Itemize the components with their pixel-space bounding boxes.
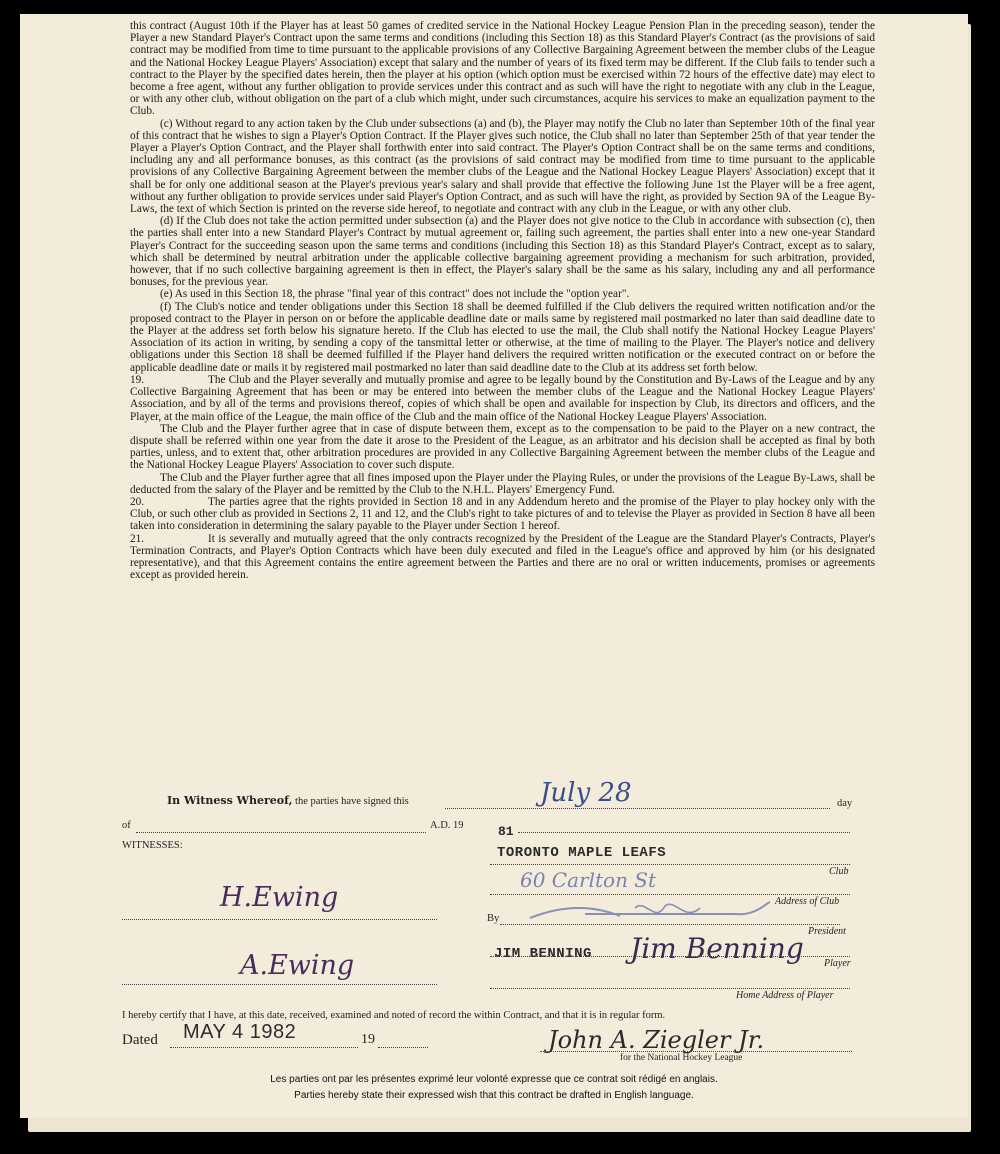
of-dotted-line bbox=[136, 832, 426, 833]
player-dotted-line bbox=[490, 956, 850, 957]
of-label: of bbox=[122, 820, 131, 831]
typed-year: 81 bbox=[498, 824, 514, 839]
english-language-clause: Parties hereby state their expressed wish that this contract be drafted in English language. bbox=[294, 1090, 694, 1101]
section-19: 19. The Club and the Player severally and mutually promise and agree to be legally bound by the Constitution and By-Laws of the League and by any Collective Bargaining Agreement that has been or may be entered into between the member clubs of the League and the National Hockey League Players' Association, and by all of the terms and provisions thereof, copies of which shall be open and available for inspection by Club, its directors and officers, and the Player, at the main office of the League, the main office of the Club and the main office of the National Hockey League Players' Association. bbox=[130, 373, 875, 423]
club-address-handwritten: 60 Carlton St bbox=[520, 868, 657, 892]
ad-dotted-line bbox=[518, 832, 850, 833]
president-dotted-line bbox=[500, 924, 840, 925]
club-label: Club bbox=[829, 866, 849, 877]
player-signature: Jim Benning bbox=[630, 932, 804, 965]
dated-dotted-line bbox=[170, 1047, 358, 1048]
section-number: 20. bbox=[130, 495, 145, 508]
section-number: 21. bbox=[130, 532, 145, 545]
french-language-clause: Les parties ont par les présentes exprimé leur volonté expresse que ce contrat soit rédigé en anglais. bbox=[270, 1074, 718, 1085]
contract-page bbox=[20, 14, 968, 1118]
section-number: 19. bbox=[130, 373, 145, 386]
witness-signature-2: A.Ewing bbox=[240, 950, 355, 981]
club-name-typed: TORONTO MAPLE LEAFS bbox=[497, 845, 667, 861]
home-address-dotted-line bbox=[490, 988, 850, 989]
handwritten-date: July 28 bbox=[540, 778, 632, 808]
section-18-f: (f) The Club's notice and tender obligations under this Section 18 shall be deemed fulfilled if the Club delivers the required written notification and/or the proposed contract to the Player in person on or before the applicable deadline date or mails same by registered mail postmarked no later than said deadline date to the Player at the address set forth below his signature hereto. If the Club has elected to use the mail, the Club shall notify the National Hockey League Players' Association of its action in writing, by sending a copy of the tansmittal letter or otherwise, at the time of mailing to the Player. The Player's notice and delivery obligations under this Section 18 shall be deemed fulfilled if the Player hand delivers the required written notification or the executed contract on or before the applicable deadline date or mails it by registered mail postmarked no later than said deadline date to the Club at its address set forth below. bbox=[130, 300, 875, 374]
for-league-label: for the National Hockey League bbox=[620, 1053, 743, 1063]
witnesses-label: WITNESSES: bbox=[122, 840, 183, 851]
witness-whereof-line: In Witness Whereof, the parties have signed this bbox=[167, 794, 409, 807]
address-of-club-label: Address of Club bbox=[775, 896, 840, 907]
section-21: 21. It is severally and mutually agreed that the only contracts recognized by the President of the League are the Standard Player's Contracts, Player's Termination Contracts, and Player's Option Contracts which have been duly executed and filed in the League's office and approved by him (or his designated representative), and that this Agreement contains the entire agreement between the Parties and there are no oral or written inducements, promises or agreements except as provided herein. bbox=[130, 532, 875, 582]
day-dotted-line bbox=[445, 808, 830, 809]
witness-whereof-heading: In Witness Whereof, bbox=[167, 794, 293, 807]
witness-1-dotted-line bbox=[122, 919, 437, 920]
section-18-d: (d) If the Club does not take the action permitted under subsection (a) and the Player does not give notice to the Club in accordance with subsection (c), then the parties shall enter into a new Standard Player's Contract by mutual agreement or, failing such agreement, the parties shall enter into a new one-year Standard Player's Contract for the succeeding season upon the same terms and conditions (including this Section 18) as this Standard Player's Contract, except as to salary, which shall be determined by neutral arbitration under the applicable collective bargaining agreement providing a mechanism for such arbitration, provided, however, that if no such collective bargaining agreement is then in effect, the Player's salary shall be the same as his salary, including any and all performance bonuses, for the previous year. bbox=[130, 215, 875, 289]
section-19-dispute: The Club and the Player further agree that in case of dispute between them, except as to the compensation to be paid to the Player on a new contract, the dispute shall be referred within one year from the date it arose to the President of the League, as an arbitrator and his decision shall be accepted as final by both parties, unless, and to extent that, other arbitration procedures are provided in any Collective Bargaining Agreement between the member clubs of the League and the National Hockey League Players' Association to cover such dispute. bbox=[130, 422, 875, 472]
president-label: President bbox=[808, 926, 846, 937]
day-label: day bbox=[837, 798, 853, 809]
section-18-c: (c) Without regard to any action taken by the Club under subsections (a) and (b), the Player may notify the Club no later than September 10th of the final year of this contract that he wishes to sign a Player's Option Contract. If the Player gives such notice, the Club shall no later than September 25th of that year tender the Player a Player's Option Contract, and the Player shall forthwith enter into said contract. The Player's Option Contract shall be on the same terms and conditions, including any and all performance bonuses, as this contract (as the provisions of said contract may be modified from time to time pursuant to the applicable provisions of any Collective Bargaining Agreement between the member clubs of the League and the National Hockey League Players' Association) except that it shall be for only one additional season at the Player's previous year's salary and shall provide that effective the following June 1st the Player will be a free agent, without any further obligation to provide services under said Player's Option Contract, and as such will have the right, as provided by Section 9A of the League By-Laws, the text of which Section is printed on the reverse side hereof, to negotiate and contract with any club in the League, or with any other club. bbox=[130, 117, 875, 216]
ad-label: A.D. 19 bbox=[430, 820, 464, 831]
league-signature: John A. Ziegler Jr. bbox=[548, 1026, 765, 1054]
league-dotted-line bbox=[540, 1051, 852, 1052]
section-20: 20. The parties agree that the rights provided in Section 18 and in any Addendum hereto and the promise of the Player to play hockey only with the Club, or such other club as provided in Sections 2, 11 and 12, and the Club's right to take pictures of and to televise the Player as provided in Section 8 have all been taken into consideration in determining the salary payable to the Player under Section 1 hereof. bbox=[130, 495, 875, 533]
by-label: By bbox=[487, 913, 500, 924]
certification-text: I hereby certify that I have, at this date, received, examined and noted of record the within Contract, and that it is in regular form. bbox=[122, 1010, 666, 1021]
dated-year-dotted-line bbox=[378, 1047, 428, 1048]
witness-signature-1: H.Ewing bbox=[220, 882, 339, 913]
dated-label: Dated bbox=[122, 1032, 158, 1048]
player-label: Player bbox=[824, 958, 851, 969]
contract-body-text bbox=[130, 20, 875, 581]
section-19-fines: The Club and the Player further agree that all fines imposed upon the Player under the Playing Rules, or under the provisions of the League By-Laws, shall be deducted from the salary of the Player and be remitted by the Club to the N.H.L. Players' Emergency Fund. bbox=[130, 471, 875, 496]
section-18-e: (e) As used in this Section 18, the phrase "final year of this contract" does not include the "option year". bbox=[160, 288, 630, 301]
home-address-label: Home Address of Player bbox=[736, 990, 834, 1001]
received-date-stamp: MAY 4 1982 bbox=[183, 1021, 297, 1043]
section-18-continued: this contract (August 10th if the Player has at least 50 games of credited service in the National Hockey League Pension Plan in the preceding season), tender the Player a new Standard Player's Contract upon the same terms and conditions (including this Section 18) as this Standard Player's Contract (as the provisions of said contract may be modified from time to time pursuant to the applicable provisions of any Collective Bargaining Agreement between the member clubs of the League and the National Hockey League Players' Association) except that salary and the number of years of its fixed term may be different. If the Club fails to tender such a contract to the Player by the specified dates herein, then the player at his option (which option must be exercised within 72 hours of the effective date) may elect to become a free agent, without any further obligation to provide services under this contract and as such will have the right to negotiate with any club in the League, or with any other club, without obligation on the part of a club which might, under such circumstances, acquire his services to make an equalization payment to the Club. bbox=[130, 20, 875, 118]
player-name-typed: JIM BENNING bbox=[494, 946, 592, 962]
witness-2-dotted-line bbox=[122, 984, 437, 985]
club-dotted-line bbox=[490, 864, 850, 865]
dated-year-label: 19 bbox=[361, 1032, 375, 1047]
